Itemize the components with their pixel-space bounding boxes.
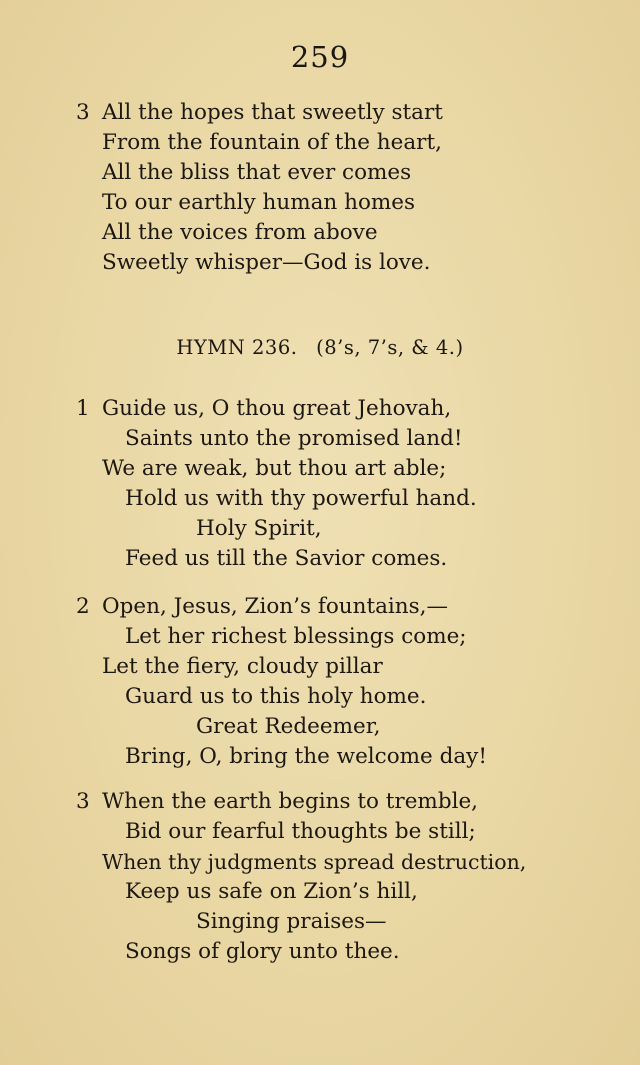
stanza-number: 1: [76, 396, 90, 421]
verse-line: Feed us till the Savior comes.: [125, 546, 448, 571]
stanza-number: 3: [76, 789, 90, 814]
verse-line: Keep us safe on Zion’s hill,: [125, 879, 418, 904]
verse-line: Holy Spirit,: [196, 516, 322, 541]
verse-line: Guard us to this holy home.: [125, 684, 427, 709]
verse-line: To our earthly human homes: [102, 190, 416, 215]
verse-line: Saints unto the promised land!: [125, 426, 463, 451]
verse-line: Open, Jesus, Zion’s fountains,—: [102, 594, 449, 619]
verse-line: Let the fiery, cloudy pillar: [102, 654, 383, 679]
verse-line: We are weak, but thou art able;: [102, 456, 447, 481]
stanza-number: 2: [76, 594, 90, 619]
verse-line: All the hopes that sweetly start: [102, 100, 443, 125]
page-number: 259: [290, 40, 350, 74]
verse-line: Bid our fearful thoughts be still;: [125, 819, 476, 844]
hymn-meter: (8’s, 7’s, & 4.): [316, 336, 464, 359]
verse-line: All the bliss that ever comes: [102, 160, 412, 185]
verse-line: Bring, O, bring the welcome day!: [125, 744, 487, 769]
verse-line: Singing praises—: [196, 909, 387, 934]
hymn-title: HYMN 236.: [176, 336, 298, 359]
verse-line: When thy judgments spread destruction,: [102, 850, 527, 874]
verse-line: Great Redeemer,: [196, 714, 381, 739]
verse-line: Songs of glory unto thee.: [125, 939, 400, 964]
verse-line: All the voices from above: [102, 220, 378, 245]
hymn-heading: [0, 336, 640, 359]
verse-line: From the fountain of the heart,: [102, 130, 442, 155]
verse-line: Hold us with thy powerful hand.: [125, 486, 477, 511]
verse-line: When the earth begins to tremble,: [102, 789, 479, 814]
verse-line: Guide us, O thou great Jehovah,: [102, 396, 452, 421]
verse-line: Let her richest blessings come;: [125, 624, 467, 649]
verse-line: Sweetly whisper—God is love.: [102, 250, 431, 275]
stanza-number: 3: [76, 100, 90, 125]
